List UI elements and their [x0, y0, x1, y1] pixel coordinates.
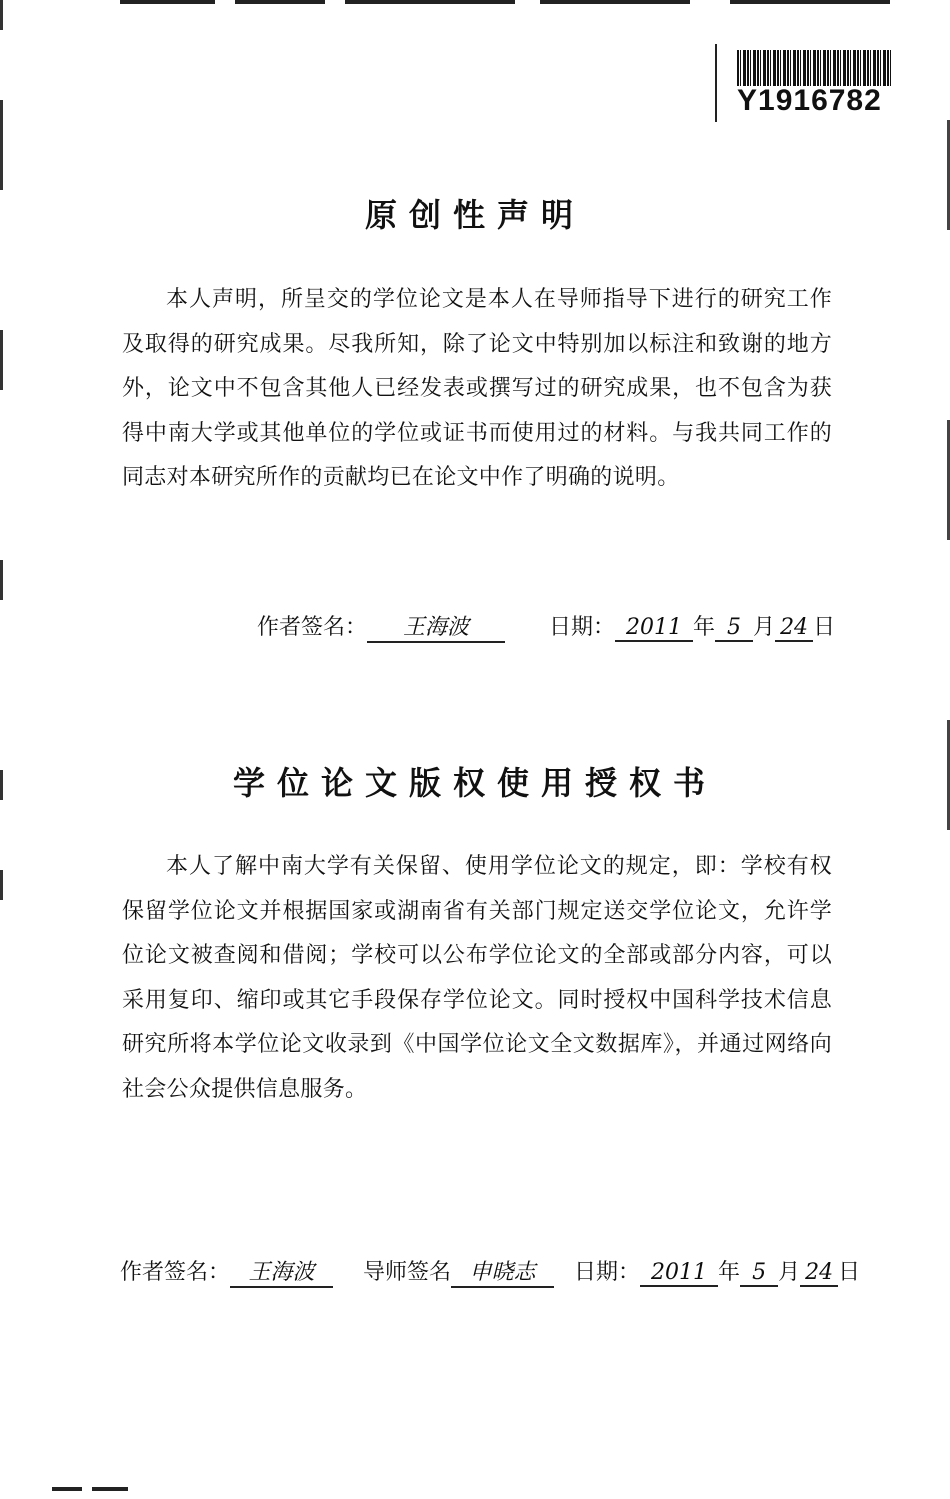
barcode-label: [715, 44, 897, 122]
year-unit: 年: [718, 1260, 741, 1285]
author-signature-label: 作者签名：: [257, 615, 368, 640]
day-unit: 日: [813, 615, 836, 640]
authorization-signature-line: [120, 1255, 860, 1288]
date-label: 日期：: [574, 1260, 641, 1285]
author-signature: 王海波: [230, 1255, 333, 1288]
supervisor-signature: 申晓志: [451, 1255, 554, 1288]
author-signature: 王海波: [367, 610, 505, 643]
month-unit: 月: [778, 1260, 801, 1285]
date-day: 24: [800, 1260, 838, 1287]
authorization-body: 本人了解中南大学有关保留、使用学位论文的规定，即：学校有权保留学位论文并根据国家或湖南省有关部门规定送交学位论文，允许学位论文被查阅和借阅；学校可以公布学位论文的全部或部分内容，可以采用复印、缩印或其它手段保存学位论文。同时授权中国科学技术信息研究所将本学位论文收录到《中国学位论文全文数据库》，并通过网络向社会公众提供信息服务。: [122, 854, 832, 1102]
supervisor-signature-label: 导师签名: [363, 1260, 452, 1285]
date-day: 24: [775, 615, 813, 642]
date-month: 5: [715, 615, 753, 642]
declaration-signature-line: [257, 610, 835, 643]
authorization-title: 学位论文版权使用授权书: [232, 764, 717, 802]
declaration-body: 本人声明，所呈交的学位论文是本人在导师指导下进行的研究工作及取得的研究成果。尽我所知，除了论文中特别加以标注和致谢的地方外，论文中不包含其他人已经发表或撰写过的研究成果，也不包含为获得中南大学或其他单位的学位或证书而使用过的材料。与我共同工作的同志对本研究所作的贡献均已在论文中作了明确的说明。: [122, 287, 832, 490]
barcode-number: Y1916782: [737, 84, 882, 117]
barcode-bars: [737, 50, 892, 86]
date-month: 5: [740, 1260, 778, 1287]
date-label: 日期：: [549, 615, 616, 640]
scan-edge-bottom: [52, 1487, 132, 1493]
month-unit: 月: [753, 615, 776, 640]
date-year: 2011: [615, 615, 693, 642]
year-unit: 年: [693, 615, 716, 640]
declaration-title: 原创性声明: [364, 196, 585, 234]
day-unit: 日: [838, 1260, 861, 1285]
scan-edge-top: [0, 0, 950, 8]
date-year: 2011: [640, 1260, 718, 1287]
author-signature-label: 作者签名：: [120, 1260, 231, 1285]
